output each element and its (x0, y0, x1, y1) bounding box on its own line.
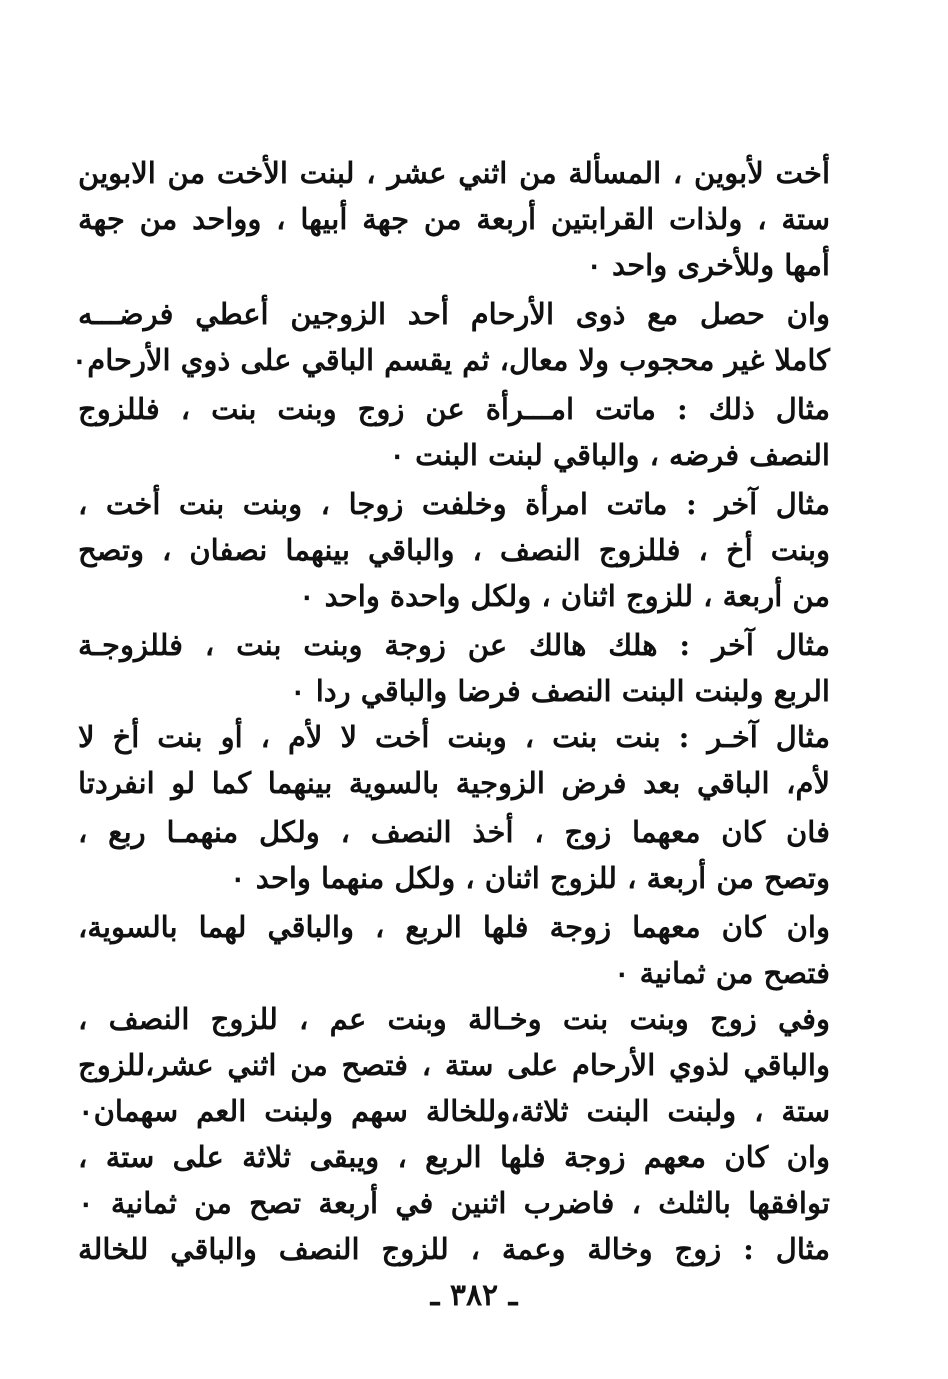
text-line: توافقها بالثلث ، فاضرب اثنين في أربعة تصح من ثمانية ٠ (78, 1186, 830, 1220)
text-line: وان كان معهما زوجة فلها الربع ، والباقي لهما بالسوية، (78, 910, 830, 944)
text-line: فان كان معهما زوج ، أخذ النصف ، ولكل منهمـا ربع ، (78, 815, 830, 849)
text-line: أخت لأبوين ، المسألة من اثني عشر ، لبنت الأخت من الابوين (78, 156, 830, 190)
paragraph-3 (78, 386, 830, 478)
text-line: مثال ذلك : ماتت امـــرأة عن زوج وبنت بنت ، فللزوج (78, 392, 830, 426)
text-line: مثال آخر : هلك هالك عن زوجة وبنت بنت ، فللزوجـة (78, 628, 830, 662)
text-line: كاملا غير محجوب ولا معال، ثم يقسم الباقي على ذوي الأرحام٠ (71, 343, 830, 377)
text-line: وتصح من أربعة ، للزوج اثنان ، ولكل منهما واحد ٠ (230, 861, 830, 895)
text-line: فتصح من ثمانية ٠ (613, 956, 830, 990)
paragraph-2 (71, 291, 830, 383)
text-line: مثال : زوج وخالة وعمة ، للزوج النصف والباقي للخالة (78, 1232, 830, 1266)
paragraph-1 (78, 150, 830, 288)
text-line: أمها وللأخرى واحد ٠ (586, 248, 830, 282)
page-text (71, 150, 830, 1272)
text-line: من أربعة ، للزوج اثنان ، ولكل واحدة واحد ٠ (298, 579, 830, 613)
paragraph-5 (78, 622, 830, 806)
text-line: النصف فرضه ، والباقي لبنت البنت ٠ (389, 438, 830, 472)
paragraph-6 (78, 809, 830, 901)
text-line: وان حصل مع ذوى الأرحام أحد الزوجين أعطي فرضـــه (78, 297, 830, 331)
text-line: مثال آخـر : بنت بنت ، وبنت أخت لا لأم ، أو بنت أخ لا (78, 720, 830, 754)
text-line: لأم، الباقي بعد فرض الزوجية بالسوية بينهما كما لو انفردتا (78, 766, 830, 800)
page-number: ـ ٣٨٢ ـ (430, 1278, 518, 1313)
text-line: والباقي لذوي الأرحام على ستة ، فتصح من اثني عشر،للزوج (78, 1048, 830, 1082)
paragraph-7 (78, 904, 830, 1272)
text-line: وبنت أخ ، فللزوج النصف ، والباقي بينهما نصفان ، وتصح (78, 533, 830, 567)
paragraph-4 (78, 481, 830, 619)
text-line: ستة ، ولبنت البنت ثلاثة،وللخالة سهم ولبنت العم سهمان٠ (78, 1094, 830, 1128)
text-line: ستة ، ولذات القرابتين أربعة من جهة أبيها ، وواحد من جهة (78, 202, 830, 236)
text-line: وفي زوج وبنت بنت وخـالة وبنت عم ، للزوج النصف ، (78, 1002, 830, 1036)
text-line: مثال آخر : ماتت امرأة وخلفت زوجا ، وبنت بنت أخت ، (78, 487, 830, 521)
text-line: وان كان معهم زوجة فلها الربع ، ويبقى ثلاثة على ستة ، (78, 1140, 830, 1174)
text-line: الربع ولبنت البنت النصف فرضا والباقي ردا ٠ (290, 674, 830, 708)
